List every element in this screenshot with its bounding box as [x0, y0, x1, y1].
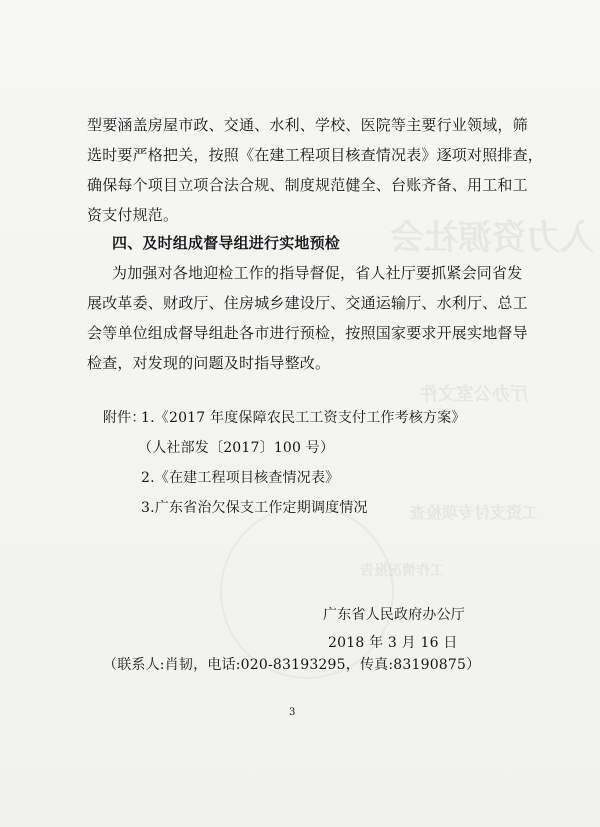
- bleed-through-text-3: 工作情况报告: [360, 563, 444, 579]
- paragraph2-line-4: 检查，对发现的问题及时指导整改。: [87, 354, 331, 372]
- paragraph-line-3: 确保每个项目立项合法合规、制度规范健全、台账齐备、用工和工: [87, 176, 528, 194]
- section-heading: 四、及时组成督导组进行实地预检: [112, 234, 341, 252]
- contact-information: （联系人:肖韧，电话:020-83193295，传真:83190875）: [103, 657, 481, 673]
- bleed-through-heading: 入力资源社会: [390, 218, 594, 258]
- issue-date: 2018 年 3 月 16 日: [328, 635, 458, 651]
- bleed-through-text-2: 工资支付专项检查: [410, 503, 539, 522]
- attachment-lead: 附件：: [103, 410, 146, 426]
- bleed-through-text: 厅办公室文件: [420, 384, 528, 405]
- paragraph-line-4: 资支付规范。: [87, 206, 179, 224]
- attachment-item-1-subtitle: （人社部发〔2017〕100 号）: [138, 440, 335, 456]
- paragraph-line-2: 选时要严格把关，按照《在建工程项目核查情况表》逐项对照排查，: [87, 146, 544, 164]
- paragraph2-line-1: 为加强对各地迎检工作的指导督促，省人社厅要抓紧会同省发: [112, 264, 523, 282]
- attachment-item-2: 2.《在建工程项目核查情况表》: [141, 470, 340, 486]
- paragraph-line-1: 型要涵盖房屋市政、交通、水利、学校、医院等主要行业领域，筛: [87, 116, 528, 134]
- attachment-item-1: 1.《2017 年度保障农民工工资支付工作考核方案》: [141, 410, 466, 426]
- issuing-organization: 广东省人民政府办公厅: [323, 607, 465, 623]
- paragraph2-line-3: 会等单位组成督导组赴各市进行预检，按照国家要求开展实地督导: [87, 324, 528, 342]
- paragraph2-line-2: 展改革委、财政厅、住房城乡建设厅、交通运输厅、水利厅、总工: [87, 294, 528, 312]
- attachment-item-3: 3.广东省治欠保支工作定期调度情况: [141, 500, 368, 516]
- page-number: 3: [289, 707, 296, 718]
